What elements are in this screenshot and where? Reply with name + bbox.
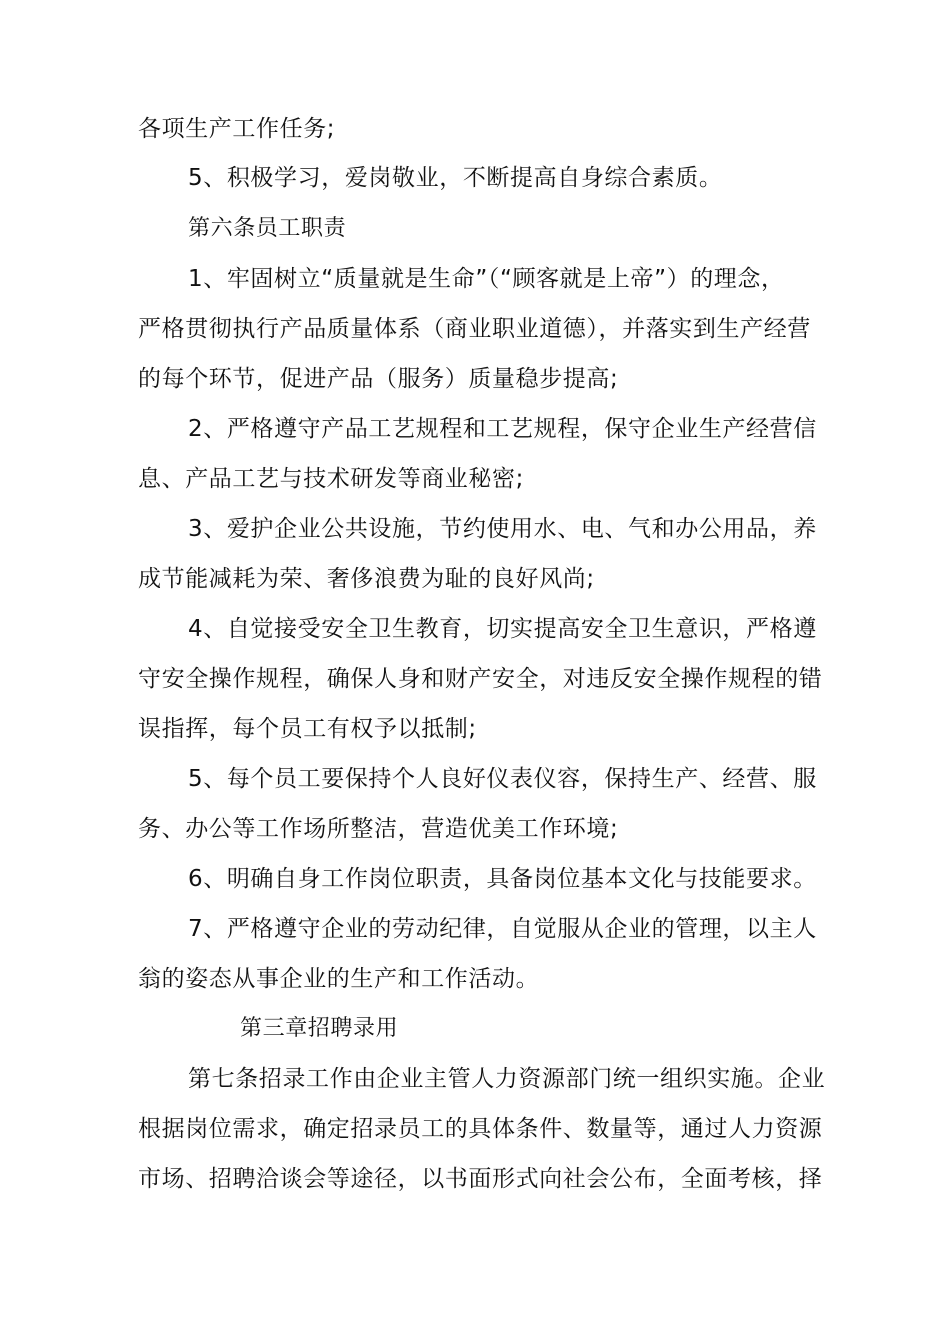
text-line-duty-4-cont: 守安全操作规程，确保人身和财产安全，对违反安全操作规程的错 [138,666,823,692]
text-line-duty-3-cont: 成节能减耗为荣、奢侈浪费为耻的良好风尚; [138,566,595,592]
text-line-duty-7-cont: 翁的姿态从事企业的生产和工作活动。 [138,966,540,992]
section-heading-article-6: 第六条员工职责 [188,216,347,241]
text-line-duty-6: 6、明确自身工作岗位职责，具备岗位基本文化与技能要求。 [188,866,817,892]
text-line-duty-1-cont: 的每个环节，促进产品（服务）质量稳步提高; [138,366,619,392]
text-line-duty-3: 3、爱护企业公共设施，节约使用水、电、气和办公用品，养 [188,516,817,542]
text-line-item-5: 5、积极学习，爱岗敬业，不断提高自身综合素质。 [188,165,723,191]
text-line-duty-5: 5、每个员工要保持个人良好仪表仪容，保持生产、经营、服 [188,766,817,792]
text-line-article-7-cont: 根据岗位需求，确定招录员工的具体条件、数量等，通过人力资源 [138,1116,823,1142]
text-line-duty-2-cont: 息、产品工艺与技术研发等商业秘密; [138,466,524,492]
text-line-duty-7: 7、严格遵守企业的劳动纪律，自觉服从企业的管理，以主人 [188,916,817,942]
text-line-continuation: 各项生产工作任务; [138,116,336,142]
text-line-article-7-cont: 市场、招聘洽谈会等途径，以书面形式向社会公布，全面考核，择 [138,1166,823,1192]
text-line-duty-2: 2、严格遵守产品工艺规程和工艺规程，保守企业生产经营信 [188,416,817,442]
text-line-duty-4-cont: 误指挥，每个员工有权予以抵制; [138,716,477,742]
text-line-duty-1: 1、牢固树立“质量就是生命”（“顾客就是上帝”）的理念， [188,266,785,292]
chapter-heading-3: 第三章招聘录用 [240,1016,399,1041]
text-line-duty-1-cont: 严格贯彻执行产品质量体系（商业职业道德），并落实到生产经营 [138,316,811,342]
text-line-duty-5-cont: 务、办公等工作场所整洁，营造优美工作环境; [138,816,619,842]
text-line-article-7: 第七条招录工作由企业主管人力资源部门统一组织实施。企业 [188,1066,826,1092]
text-line-duty-4: 4、自觉接受安全卫生教育，切实提高安全卫生意识，严格遵 [188,616,817,642]
